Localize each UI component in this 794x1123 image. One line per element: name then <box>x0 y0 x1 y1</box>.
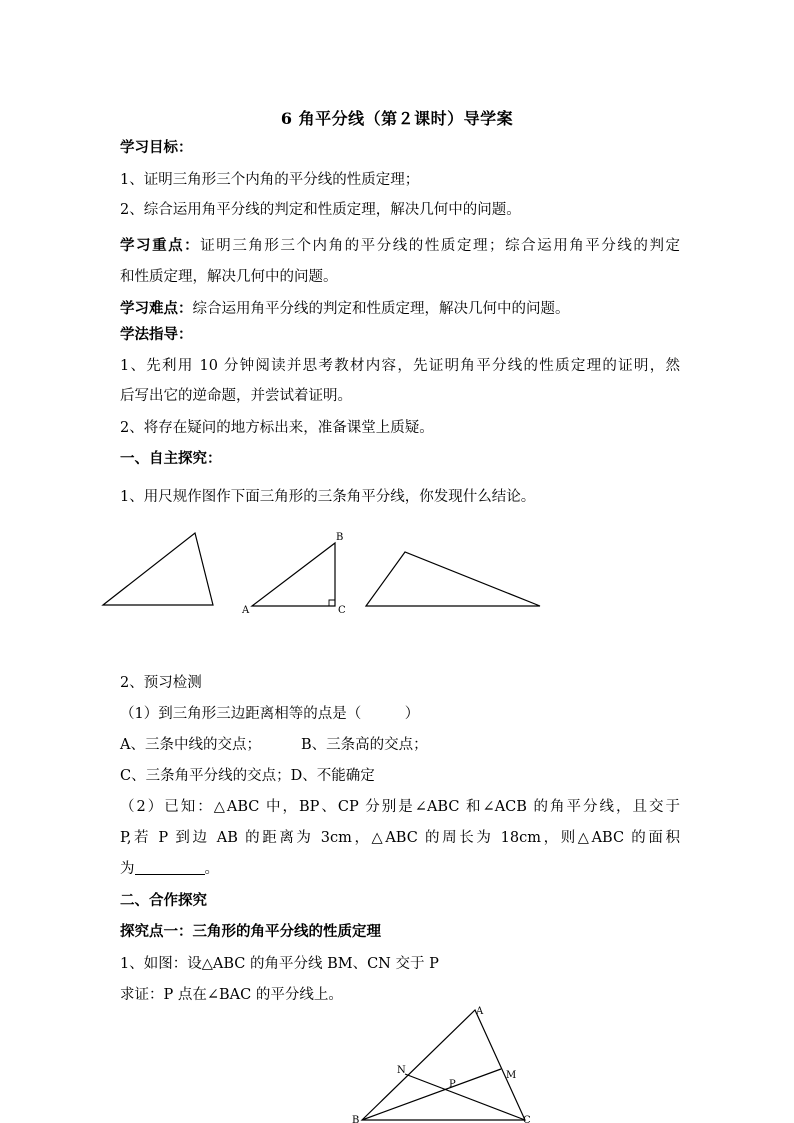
method-item-1-line-2: 后写出它的逆命题，并尝试着证明。 <box>120 388 352 404</box>
key-points-text-2: 和性质定理，解决几何中的问题。 <box>120 269 338 285</box>
option-b: B、三条高的交点； <box>300 737 428 753</box>
answer-prefix: 为 <box>120 861 135 877</box>
answer-suffix: 。 <box>204 861 219 877</box>
label-n-diagram: N <box>397 1065 406 1076</box>
right-angle-mark <box>329 600 335 606</box>
label-b-diagram: B <box>352 1115 360 1123</box>
method-item-2: 2、将存在疑问的地方标出来，准备课堂上质疑。 <box>120 420 434 436</box>
method-item-1-line-1: 1、先利用 10 分钟阅读并思考教材内容，先证明角平分线的性质定理的证明，然 <box>120 358 680 374</box>
point1-given: 1、如图：设△ABC 的角平分线 BM、CN 交于 P <box>120 956 439 972</box>
label-b-right-triangle: B <box>336 532 344 543</box>
label-c-diagram: C <box>523 1115 531 1123</box>
difficult-points-text: 综合运用角平分线的判定和性质定理，解决几何中的问题。 <box>192 301 570 317</box>
point1-prove: 求证：P 点在∠BAC 的平分线上。 <box>120 987 343 1003</box>
section1-q2-1: （1）到三角形三边距离相等的点是（ ） <box>120 706 420 722</box>
section2-heading: 二、合作探究 <box>120 892 207 909</box>
key-points-heading: 学习重点： <box>120 237 201 254</box>
obtuse-triangle <box>366 552 540 606</box>
section1-q2-heading: 2、预习检测 <box>120 675 202 691</box>
key-points-text-1: 证明三角形三个内角的平分线的性质定理；综合运用角平分线的判定 <box>200 238 681 254</box>
label-c-right-triangle: C <box>338 605 346 616</box>
point1-heading: 探究点一：三角形的角平分线的性质定理 <box>120 923 381 940</box>
section1-heading: 一、自主探究： <box>120 450 222 467</box>
objective-item-2: 2、综合运用角平分线的判定和性质定理，解决几何中的问题。 <box>120 202 521 218</box>
bisector-triangle <box>362 1010 525 1120</box>
section1-q2-2-line-2: P,若 P 到边 AB 的距离为 3cm，△ABC 的周长为 18cm，则△ABC 的面积 <box>120 830 680 846</box>
option-a: A、三条中线的交点； <box>120 737 261 753</box>
right-triangle <box>252 543 335 606</box>
label-a-diagram: A <box>476 1006 484 1017</box>
label-p-diagram: P <box>449 1079 456 1090</box>
label-a-right-triangle: A <box>242 605 250 616</box>
bisector-bm <box>362 1069 501 1120</box>
objective-item-1: 1、证明三角形三个内角的平分线的性质定理； <box>120 172 420 188</box>
difficult-points-heading: 学习难点： <box>120 300 193 317</box>
section1-q2-2-line-1: （2）已知：△ABC 中，BP、CP 分别是∠ABC 和∠ACB 的角平分线，且交于 <box>120 799 680 815</box>
section1-q2-1-options-cd: C、三条角平分线的交点；D、不能确定 <box>120 768 375 784</box>
label-m-diagram: M <box>506 1070 517 1081</box>
method-heading: 学法指导： <box>120 326 193 343</box>
acute-triangle <box>103 533 213 605</box>
objectives-heading: 学习目标： <box>120 139 193 156</box>
page-title: 6 角平分线（第２课时）导学案 <box>280 109 514 128</box>
section1-q1: 1、用尺规作图作下面三角形的三条角平分线，你发现什么结论。 <box>120 489 536 505</box>
